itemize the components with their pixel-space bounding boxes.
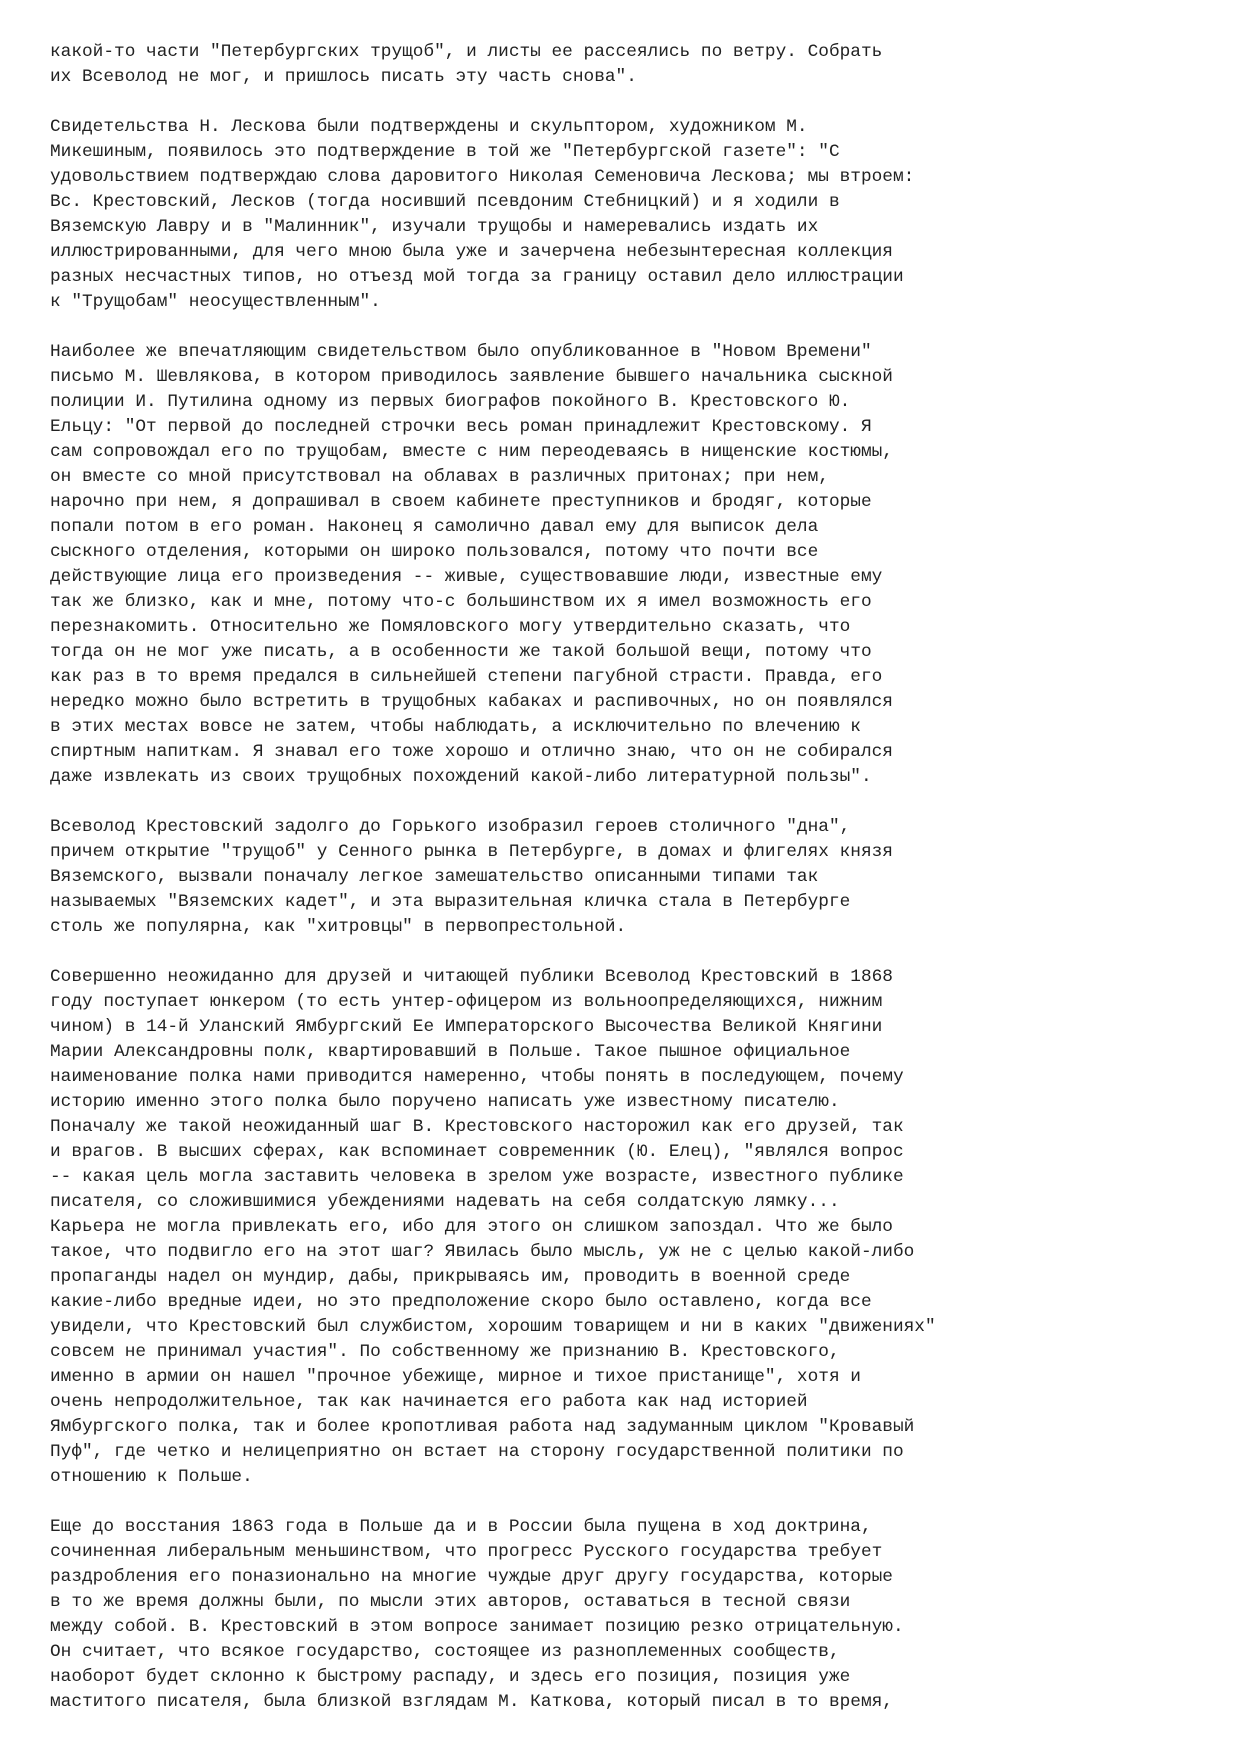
- text-line: Ельцу: "От первой до последней строчки весь роман принадлежит Крестовскому. Я: [50, 417, 872, 437]
- text-line: Всеволод Крестовский задолго до Горького изобразил героев столичного "дна",: [50, 817, 851, 837]
- text-line: так же близко, как и мне, потому что-с большинством их я имел возможность его: [50, 592, 872, 612]
- text-line: Микешиным, появилось это подтверждение в той же "Петербургской газете": "С: [50, 142, 840, 162]
- text-line: -- какая цель могла заставить человека в зрелом уже возрасте, известного публике: [50, 1167, 904, 1187]
- text-line: Вяземскую Лавру и в "Малинник", изучали трущобы и намеревались издать их: [50, 217, 819, 237]
- text-line: действующие лица его произведения -- живые, существовавшие люди, известные ему: [50, 567, 883, 587]
- paragraph: [50, 815, 1200, 940]
- text-line: письмо М. Шевлякова, в котором приводилось заявление бывшего начальника сыскной: [50, 367, 893, 387]
- text-line: в то же время должны были, по мысли этих авторов, оставаться в тесной связи: [50, 1592, 851, 1612]
- text-line: сам сопровождал его по трущобам, вместе с ним переодеваясь в нищенские костюмы,: [50, 442, 893, 462]
- text-line: пропаганды надел он мундир, дабы, прикрываясь им, проводить в военной среде: [50, 1267, 851, 1287]
- text-line: Поначалу же такой неожиданный шаг В. Крестовского насторожил как его друзей, так: [50, 1117, 904, 1137]
- text-line: маститого писателя, была близкой взглядам М. Каткова, который писал в то время,: [50, 1692, 893, 1712]
- text-line: перезнакомить. Относительно же Помяловского могу утвердительно сказать, что: [50, 617, 851, 637]
- paragraph: [50, 40, 1200, 90]
- text-line: Вяземского, вызвали поначалу легкое замешательство описанными типами так: [50, 867, 819, 887]
- text-line: Карьера не могла привлекать его, ибо для этого он слишком запоздал. Что же было: [50, 1217, 893, 1237]
- text-line: столь же популярна, как "хитровцы" в первопрестольной.: [50, 917, 627, 937]
- text-line: отношению к Польше.: [50, 1467, 253, 1487]
- text-line: году поступает юнкером (то есть унтер-офицером из вольноопределяющихся, нижним: [50, 992, 883, 1012]
- text-line: между собой. В. Крестовский в этом вопросе занимает позицию резко отрицательную.: [50, 1617, 904, 1637]
- text-line: и врагов. В высших сферах, как вспоминает современник (Ю. Елец), "являлся вопрос: [50, 1142, 904, 1162]
- text-line: Вс. Крестовский, Лесков (тогда носивший псевдоним Стебницкий) и я ходили в: [50, 192, 840, 212]
- text-line: Наиболее же впечатляющим свидетельством было опубликованное в "Новом Времени": [50, 342, 872, 362]
- document-page: [50, 40, 1200, 1740]
- text-line: тогда он не мог уже писать, а в особенности же такой большой вещи, потому что: [50, 642, 872, 662]
- text-line: раздробления его поназионально на многие чуждые друг другу государства, которые: [50, 1567, 893, 1587]
- text-line: даже извлекать из своих трущобных похождений какой-либо литературной пользы".: [50, 767, 872, 787]
- text-line: какой-то части "Петербургских трущоб", и листы ее рассеялись по ветру. Собрать: [50, 42, 883, 62]
- text-line: причем открытие "трущоб" у Сенного рынка в Петербурге, в домах и флигелях князя: [50, 842, 893, 862]
- text-line: спиртным напиткам. Я знавал его тоже хорошо и отлично знаю, что он не собирался: [50, 742, 893, 762]
- text-line: Совершенно неожиданно для друзей и читающей публики Всеволод Крестовский в 1868: [50, 967, 893, 987]
- text-line: какие-либо вредные идеи, но это предположение скоро было оставлено, когда все: [50, 1292, 872, 1312]
- text-line: нередко можно было встретить в трущобных кабаках и распивочных, но он появлялся: [50, 692, 893, 712]
- text-line: сыскного отделения, которыми он широко пользовался, потому что почти все: [50, 542, 819, 562]
- text-line: писателя, со сложившимися убеждениями надевать на себя солдатскую лямку...: [50, 1192, 840, 1212]
- text-line: нарочно при нем, я допрашивал в своем кабинете преступников и бродяг, которые: [50, 492, 872, 512]
- text-line: как раз в то время предался в сильнейшей степени пагубной страсти. Правда, его: [50, 667, 883, 687]
- text-line: называемых "Вяземских кадет", и эта выразительная кличка стала в Петербурге: [50, 892, 851, 912]
- text-line: именно в армии он нашел "прочное убежище, мирное и тихое пристанище", хотя и: [50, 1367, 861, 1387]
- paragraph: [50, 340, 1200, 790]
- text-line: Марии Александровны полк, квартировавший в Польше. Такое пышное официальное: [50, 1042, 851, 1062]
- text-line: очень непродолжительное, так как начинается его работа как над историей: [50, 1392, 808, 1412]
- text-line: иллюстрированными, для чего мною была уже и зачерчена небезынтересная коллекция: [50, 242, 893, 262]
- paragraph: [50, 1515, 1200, 1715]
- text-line: наоборот будет склонно к быстрому распаду, и здесь его позиция, позиция уже: [50, 1667, 851, 1687]
- paragraph: [50, 965, 1200, 1490]
- text-line: их Всеволод не мог, и пришлось писать эту часть снова".: [50, 67, 637, 87]
- text-line: такое, что подвигло его на этот шаг? Явилась было мысль, уж не с целью какой-либо: [50, 1242, 915, 1262]
- text-line: он вместе со мной присутствовал на облавах в различных притонах; при нем,: [50, 467, 829, 487]
- text-line: наименование полка нами приводится намеренно, чтобы понять в последующем, почему: [50, 1067, 904, 1087]
- text-line: Пуф", где четко и нелицеприятно он встает на сторону государственной политики по: [50, 1442, 904, 1462]
- text-line: разных несчастных типов, но отъезд мой тогда за границу оставил дело иллюстрации: [50, 267, 904, 287]
- text-line: попали потом в его роман. Наконец я самолично давал ему для выписок дела: [50, 517, 819, 537]
- text-line: сочиненная либеральным меньшинством, что прогресс Русского государства требует: [50, 1542, 883, 1562]
- text-line: Ямбургского полка, так и более кропотливая работа над задуманным циклом "Кровавый: [50, 1417, 915, 1437]
- text-line: удовольствием подтверждаю слова даровитого Николая Семеновича Лескова; мы втроем:: [50, 167, 915, 187]
- text-line: к "Трущобам" неосуществленным".: [50, 292, 381, 312]
- text-line: историю именно этого полка было поручено написать уже известному писателю.: [50, 1092, 840, 1112]
- text-line: Еще до восстания 1863 года в Польше да и в России была пущена в ход доктрина,: [50, 1517, 872, 1537]
- paragraph: [50, 115, 1200, 315]
- text-line: увидели, что Крестовский был службистом, хорошим товарищем и ни в каких "движениях": [50, 1317, 936, 1337]
- text-line: чином) в 14-й Уланский Ямбургский Ее Императорского Высочества Великой Княгини: [50, 1017, 883, 1037]
- text-line: в этих местах вовсе не затем, чтобы наблюдать, а исключительно по влечению к: [50, 717, 861, 737]
- text-line: совсем не принимал участия". По собственному же признанию В. Крестовского,: [50, 1342, 840, 1362]
- text-line: Свидетельства Н. Лескова были подтверждены и скульптором, художником М.: [50, 117, 808, 137]
- text-line: Он считает, что всякое государство, состоящее из разноплеменных сообществ,: [50, 1642, 840, 1662]
- text-line: полиции И. Путилина одному из первых биографов покойного В. Крестовского Ю.: [50, 392, 851, 412]
